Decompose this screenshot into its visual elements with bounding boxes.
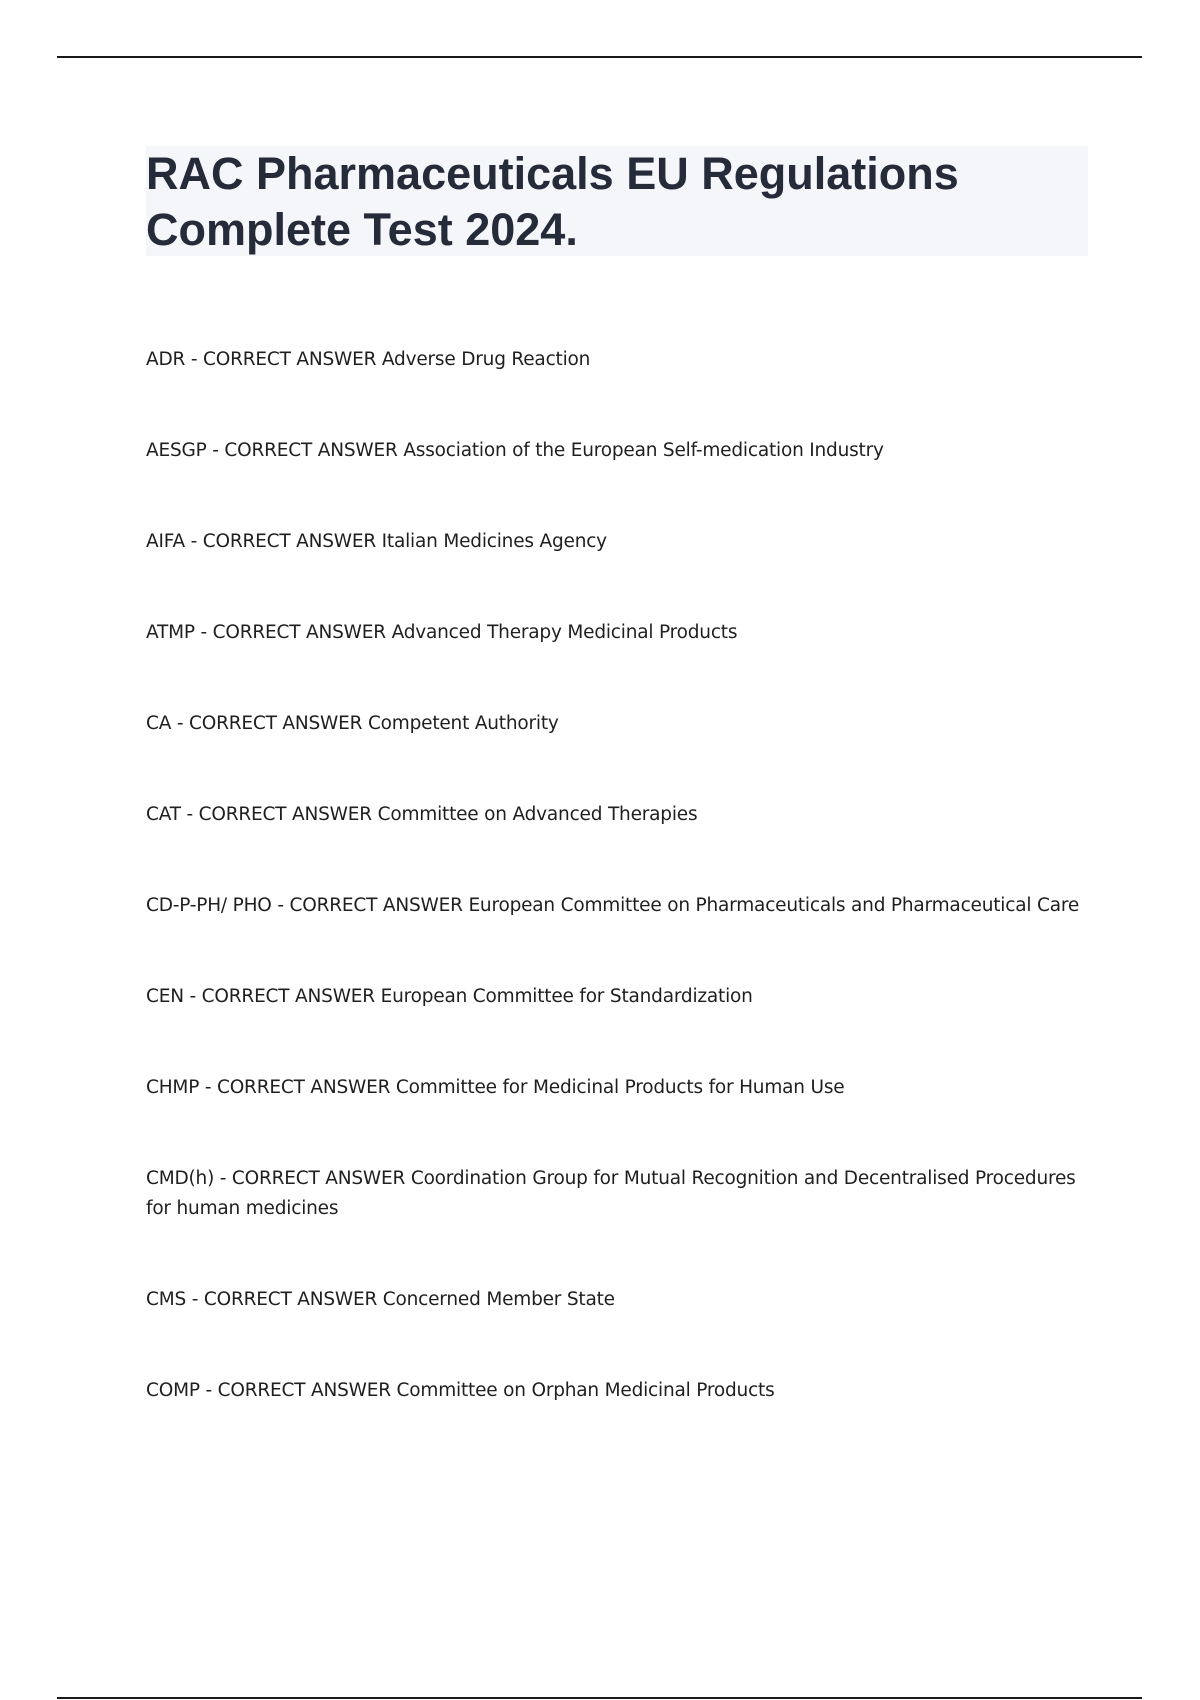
entry-chmp: CHMP - CORRECT ANSWER Committee for Medicinal Products for Human Use [146,1077,845,1098]
header-rule [57,56,1142,58]
entry-cms: CMS - CORRECT ANSWER Concerned Member State [146,1289,615,1310]
entry-aesgp: AESGP - CORRECT ANSWER Association of the European Self-medication Industry [146,440,884,461]
document-title: RAC Pharmaceuticals EU Regulations Complete Test 2024. [146,148,959,255]
entry-atmp: ATMP - CORRECT ANSWER Advanced Therapy Medicinal Products [146,622,738,643]
title-block [146,146,1088,256]
entry-cmdh: CMD(h) - CORRECT ANSWER Coordination Group for Mutual Recognition and Decentralised Procedures for human medicines [146,1168,1076,1219]
entry-aifa: AIFA - CORRECT ANSWER Italian Medicines Agency [146,531,607,552]
entry-list [146,345,1086,1406]
entry-cd-p-ph-pho: CD-P-PH/ PHO - CORRECT ANSWER European Committee on Pharmaceuticals and Pharmaceutical Care [146,895,1080,916]
entry-cat: CAT - CORRECT ANSWER Committee on Advanced Therapies [146,804,698,825]
entry-adr: ADR - CORRECT ANSWER Adverse Drug Reaction [146,349,591,370]
entry-cen: CEN - CORRECT ANSWER European Committee for Standardization [146,986,753,1007]
footer-rule [57,1697,1142,1699]
entry-comp: COMP - CORRECT ANSWER Committee on Orphan Medicinal Products [146,1380,775,1401]
entry-ca: CA - CORRECT ANSWER Competent Authority [146,713,559,734]
